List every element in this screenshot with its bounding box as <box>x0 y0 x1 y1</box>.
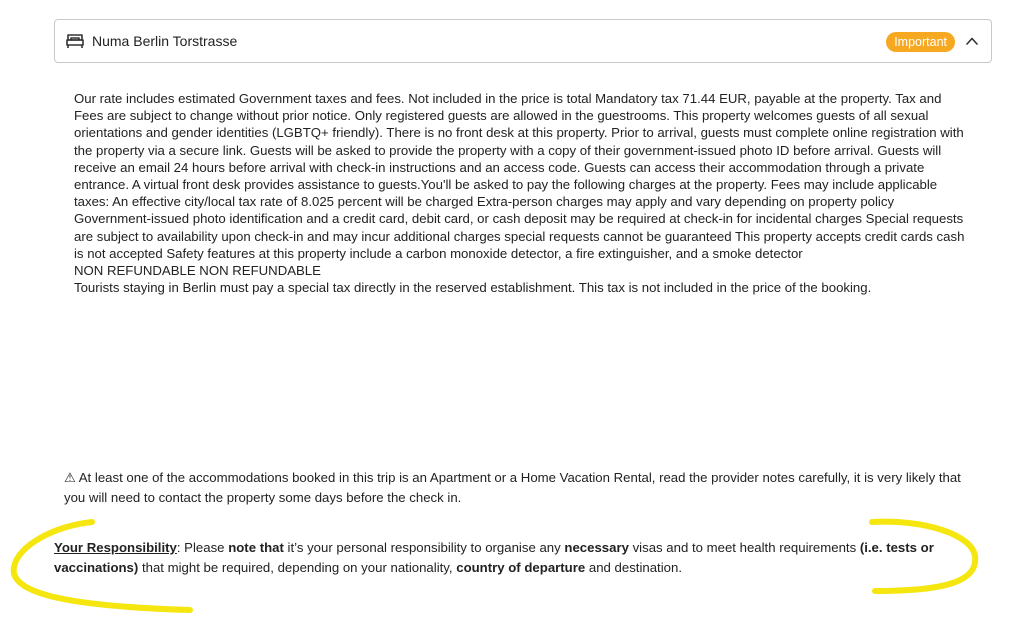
responsibility-text: it’s your personal responsibility to organise any <box>283 540 565 555</box>
tourist-tax-note: Tourists staying in Berlin must pay a special tax directly in the reserved establishment. This tax is not included in the price of the booking. <box>74 280 872 296</box>
bed-icon <box>65 31 85 51</box>
responsibility-text: : Please <box>176 540 229 555</box>
property-accordion-header[interactable] <box>54 19 992 63</box>
responsibility-bold: (i.e. tests or vaccinations) <box>54 540 934 575</box>
refund-line: NON REFUNDABLE NON REFUNDABLE <box>74 263 321 279</box>
responsibility-bold: note that <box>228 540 284 555</box>
apartment-warning <box>64 468 968 508</box>
responsibility-notice <box>54 538 968 577</box>
responsibility-title: Your Responsibility <box>54 540 177 555</box>
responsibility-bold: necessary <box>564 540 629 555</box>
responsibility-text: that might be required, depending on your nationality, <box>138 559 457 575</box>
responsibility-text: visas and to meet health requirements <box>628 540 860 555</box>
important-badge: Important <box>886 32 955 52</box>
chevron-up-icon[interactable] <box>965 34 979 48</box>
warning-text: At least one of the accommodations booked in this trip is an Apartment or a Home Vacation Rental, read the provider notes carefully, it is very likely that you will need to contact the property some days before the check in. <box>64 470 961 505</box>
warning-icon: ⚠ <box>64 470 76 485</box>
policy-paragraph: Our rate includes estimated Government taxes and fees. Not included in the price is total Mandatory tax 71.44 EUR, payable at the property. Tax and Fees are subject to change without prior notice. Only registered guests are allowed in the guestrooms. This property welcomes guests of all sexual orientations and gender identities (LGBTQ+ friendly). There is no front desk at this property. Prior to arrival, guests must complete online registration with the property via a secure link. Guests will be asked to provide the property with a copy of their government-issued photo ID before arrival. Guests will receive an email 24 hours before arrival with check-in instructions and an access code. Guests can access their accommodation through a private entrance. A virtual front desk provides assistance to guests.You'll be asked to pay the following charges at the property. Fees may include applicable taxes: An effective city/local tax rate of 8.025 percent will be charged Extra-person charges may apply and vary depending on property policy Government-issued photo identification and a credit card, debit card, or cash deposit may be required at check-in for incidental charges Special requests are subject to availability upon check-in and may incur additional charges special requests cannot be guaranteed This property accepts credit cards cash is not accepted Safety features at this property include a carbon monoxide detector, a fire extinguisher, and a smoke detector <box>74 91 965 261</box>
hotel-name: Numa Berlin Torstrasse <box>92 33 238 49</box>
property-policy-text <box>74 90 968 296</box>
responsibility-text: and destination. <box>585 559 682 575</box>
responsibility-bold: country of departure <box>456 559 586 575</box>
